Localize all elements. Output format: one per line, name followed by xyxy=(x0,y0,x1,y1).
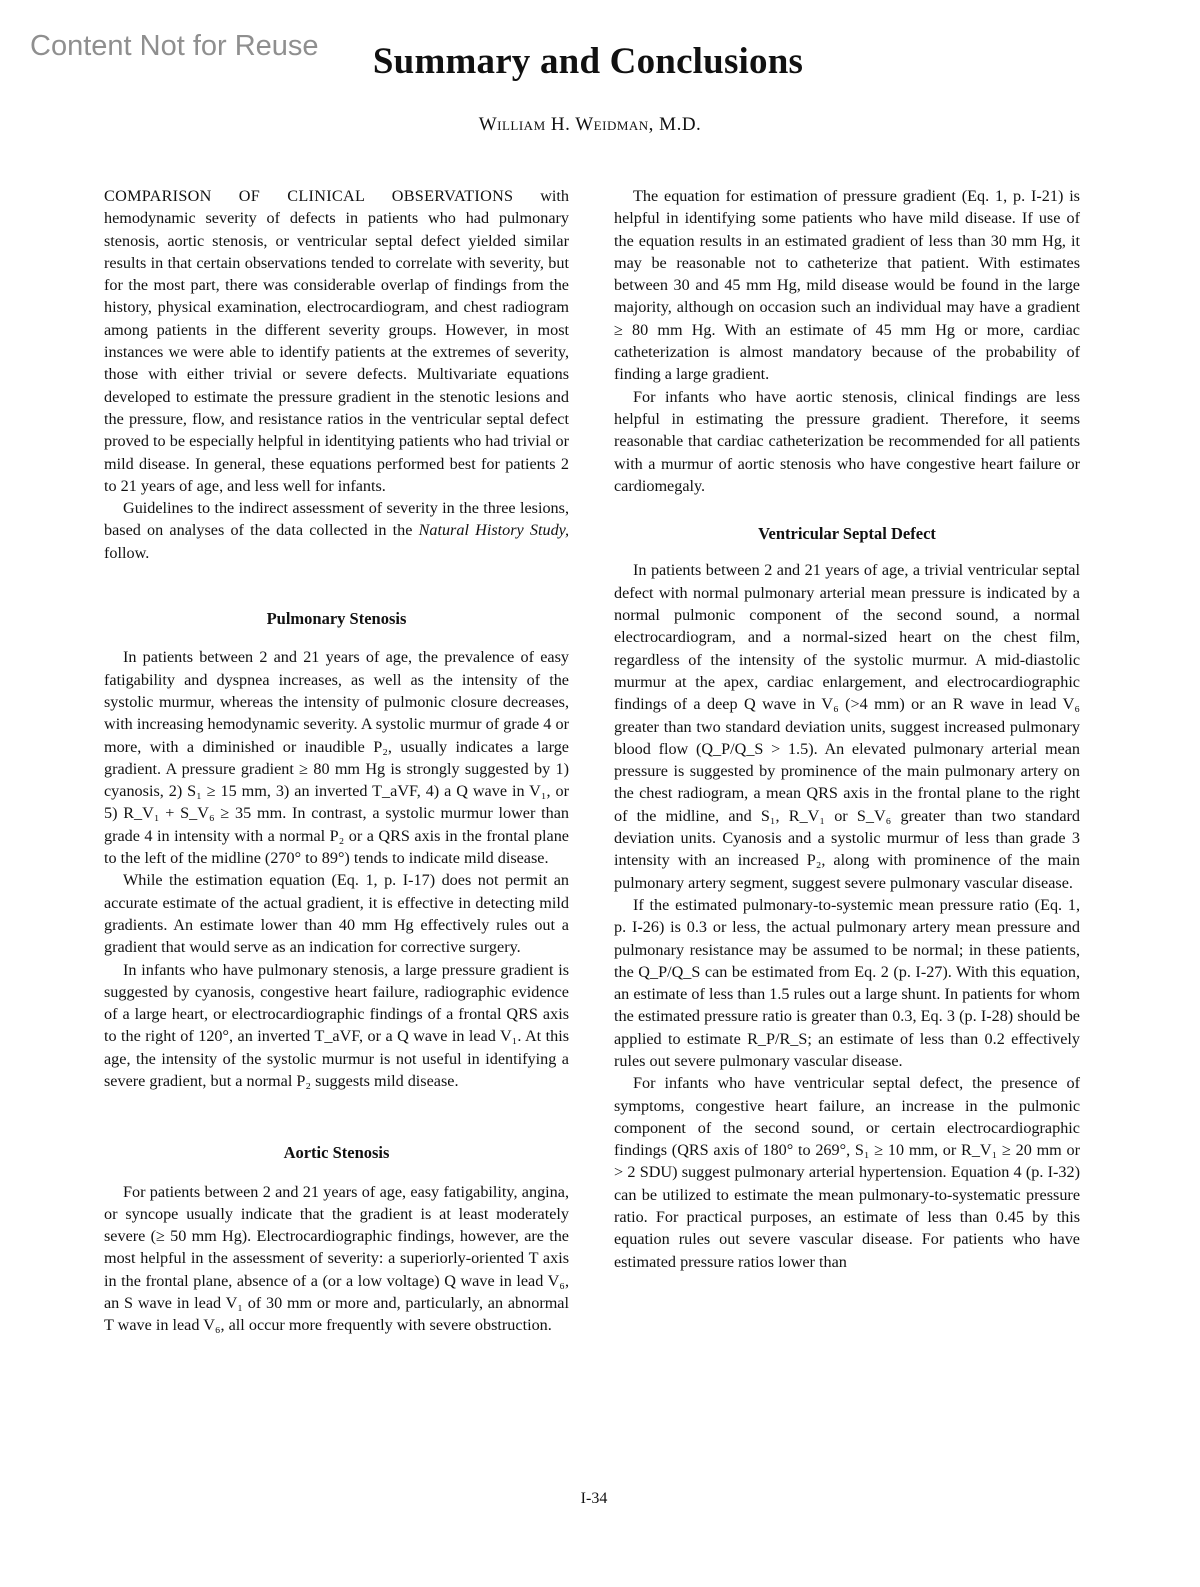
aortic-paragraph-2: The equation for estimation of pressure gradient (Eq. 1, p. I-21) is helpful in identifying some patients who have mild disease. If use of the equation results in an estimated gradient of less than 30 mm Hg, it may be reasonable not to catheterize that patient. With estimates between 30 and 45 mm Hg, mild disease would be found in the large majority, although on occasion such an individual may have a gradient ≥ 80 mm Hg. With an estimate of 45 mm Hg or more, cardiac catheterization is almost mandatory because of the probability of finding a large gradient. xyxy=(614,187,1080,384)
intro-lead-words: COMPARISON OF CLINICAL OBSERVATIONS xyxy=(104,187,514,205)
page-title xyxy=(0,40,1200,83)
left-column xyxy=(104,185,569,1337)
aortic-paragraph-1: For patients between 2 and 21 years of age, easy fatigability, angina, or syncope usually indicate that the gradient is at least moderately severe (≥ 50 mm Hg). Electrocardiographic findings, however, are the most helpful in the assessment of severity: a superiorly-oriented T axis in the frontal plane, absence of a (or a low voltage) Q wave in lead V₆, an S wave in lead V₁ of 30 mm or more and, particularly, an abnormal T wave in lead V₆, all occur more frequently with severe obstruction. xyxy=(104,1182,569,1335)
pulmonary-paragraph-1: In patients between 2 and 21 years of age, the prevalence of easy fatigability and dyspnea increases, as well as the intensity of the systolic murmur, whereas the intensity of pulmonic closure decreases, with increasing hemodynamic severity. A systolic murmur of grade 4 or more, with a diminished or inaudible P₂, usually indicates a large gradient. A pressure gradient ≥ 80 mm Hg is strongly suggested by 1) cyanosis, 2) S₁ ≥ 15 mm, 3) an inverted T_aVF, 4) a Q wave in V₁, or 5) R_V₁ + S_V₆ ≥ 35 mm. In contrast, a systolic murmur lower than grade 4 in intensity with a normal P₂ or a QRS axis in the frontal plane to the left of the midline (270° to 89°) tends to indicate mild disease. xyxy=(104,648,569,868)
vsd-paragraph-1: In patients between 2 and 21 years of age, a trivial ventricular septal defect with normal pulmonary arterial mean pressure is indicated by a normal pulmonic component of the second sound, a normal electrocardiogram, and a normal-sized heart on the chest film, regardless of the intensity of the systolic murmur. A mid-diastolic murmur at the apex, cardiac enlargement, and electrocardiographic findings of a deep Q wave in V₆ (>4 mm) or an R wave in lead V₆ greater than two standard deviation units, suggest increased pulmonary blood flow (Q_P/Q_S > 1.5). An elevated pulmonary arterial mean pressure is suggested by prominence of the main pulmonary artery on the chest radiogram, a mean QRS axis in the frontal plane to the right of the midline, and S₁, R_V₁ or S_V₆ greater than two standard deviation units. Cyanosis and a systolic murmur of less than grade 3 intensity with an increased P₂, along with prominence of the main pulmonary artery segment, suggest severe pulmonary vascular disease. xyxy=(614,561,1080,892)
intro-p2-italic: Natural History Study, xyxy=(418,521,570,540)
intro-paragraph-1 xyxy=(104,185,569,497)
pulmonary-paragraph-2: While the estimation equation (Eq. 1, p. I-17) does not permit an accurate estimate of the actual gradient, it is effective in detecting mild gradients. An estimate lower than 40 mm Hg effectively rules out a gradient that would serve as an indication for corrective surgery. xyxy=(104,871,569,957)
section-heading-aortic: Aortic Stenosis xyxy=(283,1143,390,1163)
page-number xyxy=(0,1490,1200,1508)
vsd-paragraph-3: For infants who have ventricular septal defect, the presence of symptoms, congestive heart failure, an increase in the pulmonic component of the second sound, or certain electrocardiographic findings (QRS axis of 180° to 269°, S₁ ≥ 10 mm, or R_V₁ ≥ 20 mm or > 2 SDU) suggest pulmonary arterial hypertension. Equation 4 (p. I-32) can be utilized to estimate the mean pulmonary-to-systematic pressure ratio. For practical purposes, an estimate of less than 0.45 by this equation rules out severe vascular disease. For patients who have estimated pressure ratios lower than xyxy=(614,1074,1080,1271)
aortic-paragraph-3: For infants who have aortic stenosis, clinical findings are less helpful in estimating the pressure gradient. Therefore, it seems reasonable that cardiac catheterization be recommended for all patients with a murmur of aortic stenosis who have congestive heart failure or cardiomegaly. xyxy=(614,387,1080,495)
intro-p1-rest: with hemodynamic severity of defects in patients who had pulmonary stenosis, aortic stenosis, or ventricular septal defect yielded similar results in that certain observations tended to correlate with severity, but for the most part, there was considerable overlap of findings from the history, physical examination, electrocardiogram, and chest radiogram among patients in the different severity groups. However, in most instances we were able to identify patients at the extremes of severity, those with either trivial or severe defects. Multivariate equations developed to estimate the pressure gradient in the stenotic lesions and the pressure, flow, and resistance ratios in the ventricular septal defect proved to be especially helpful in identitying patients who had trivial or mild disease. In general, these equations performed best for patients 2 to 21 years of age, and less well for infants. xyxy=(104,187,569,495)
watermark: Content Not for Reuse xyxy=(30,30,319,62)
intro-paragraph-2 xyxy=(104,497,569,564)
author-text: William H. Weidman, M.D. xyxy=(478,114,702,135)
title-text: Summary and Conclusions xyxy=(372,41,804,82)
vsd-paragraph-2: If the estimated pulmonary-to-systemic mean pressure ratio (Eq. 1, p. I-26) is 0.3 or less, the actual pulmonary artery mean pressure and pulmonary resistance may be assumed to be normal; in these patients, the Q_P/Q_S can be estimated from Eq. 2 (p. I-27). With this equation, an estimate of less than 1.5 rules out a large shunt. In patients for whom the estimated pressure ratio is greater than 0.3, Eq. 3 (p. I-28) should be applied to estimate R_P/R_S; an estimate of less than 0.2 effectively rules out severe pulmonary vascular disease. xyxy=(614,895,1080,1070)
section-heading-pulmonary: Pulmonary Stenosis xyxy=(266,609,407,629)
right-column xyxy=(614,185,1080,1273)
pulmonary-paragraph-3: In infants who have pulmonary stenosis, a large pressure gradient is suggested by cyanosis, congestive heart failure, radiographic evidence of a large heart, or electrocardiographic findings of a frontal QRS axis to the right of 120°, an inverted T_aVF, or a Q wave in lead V₁. At this age, the intensity of the systolic murmur is not useful in identifying a severe gradient, but a normal P₂ suggests mild disease. xyxy=(104,960,569,1090)
page-number-text: I-34 xyxy=(580,1490,608,1507)
author-byline xyxy=(0,114,1200,136)
section-heading-vsd: Ventricular Septal Defect xyxy=(758,524,936,544)
intro-p2-start: Guidelines to the indirect assessment of severity in the three lesions, based on analyses of the data collected in the xyxy=(104,499,569,540)
intro-p2-end: follow. xyxy=(104,543,150,562)
